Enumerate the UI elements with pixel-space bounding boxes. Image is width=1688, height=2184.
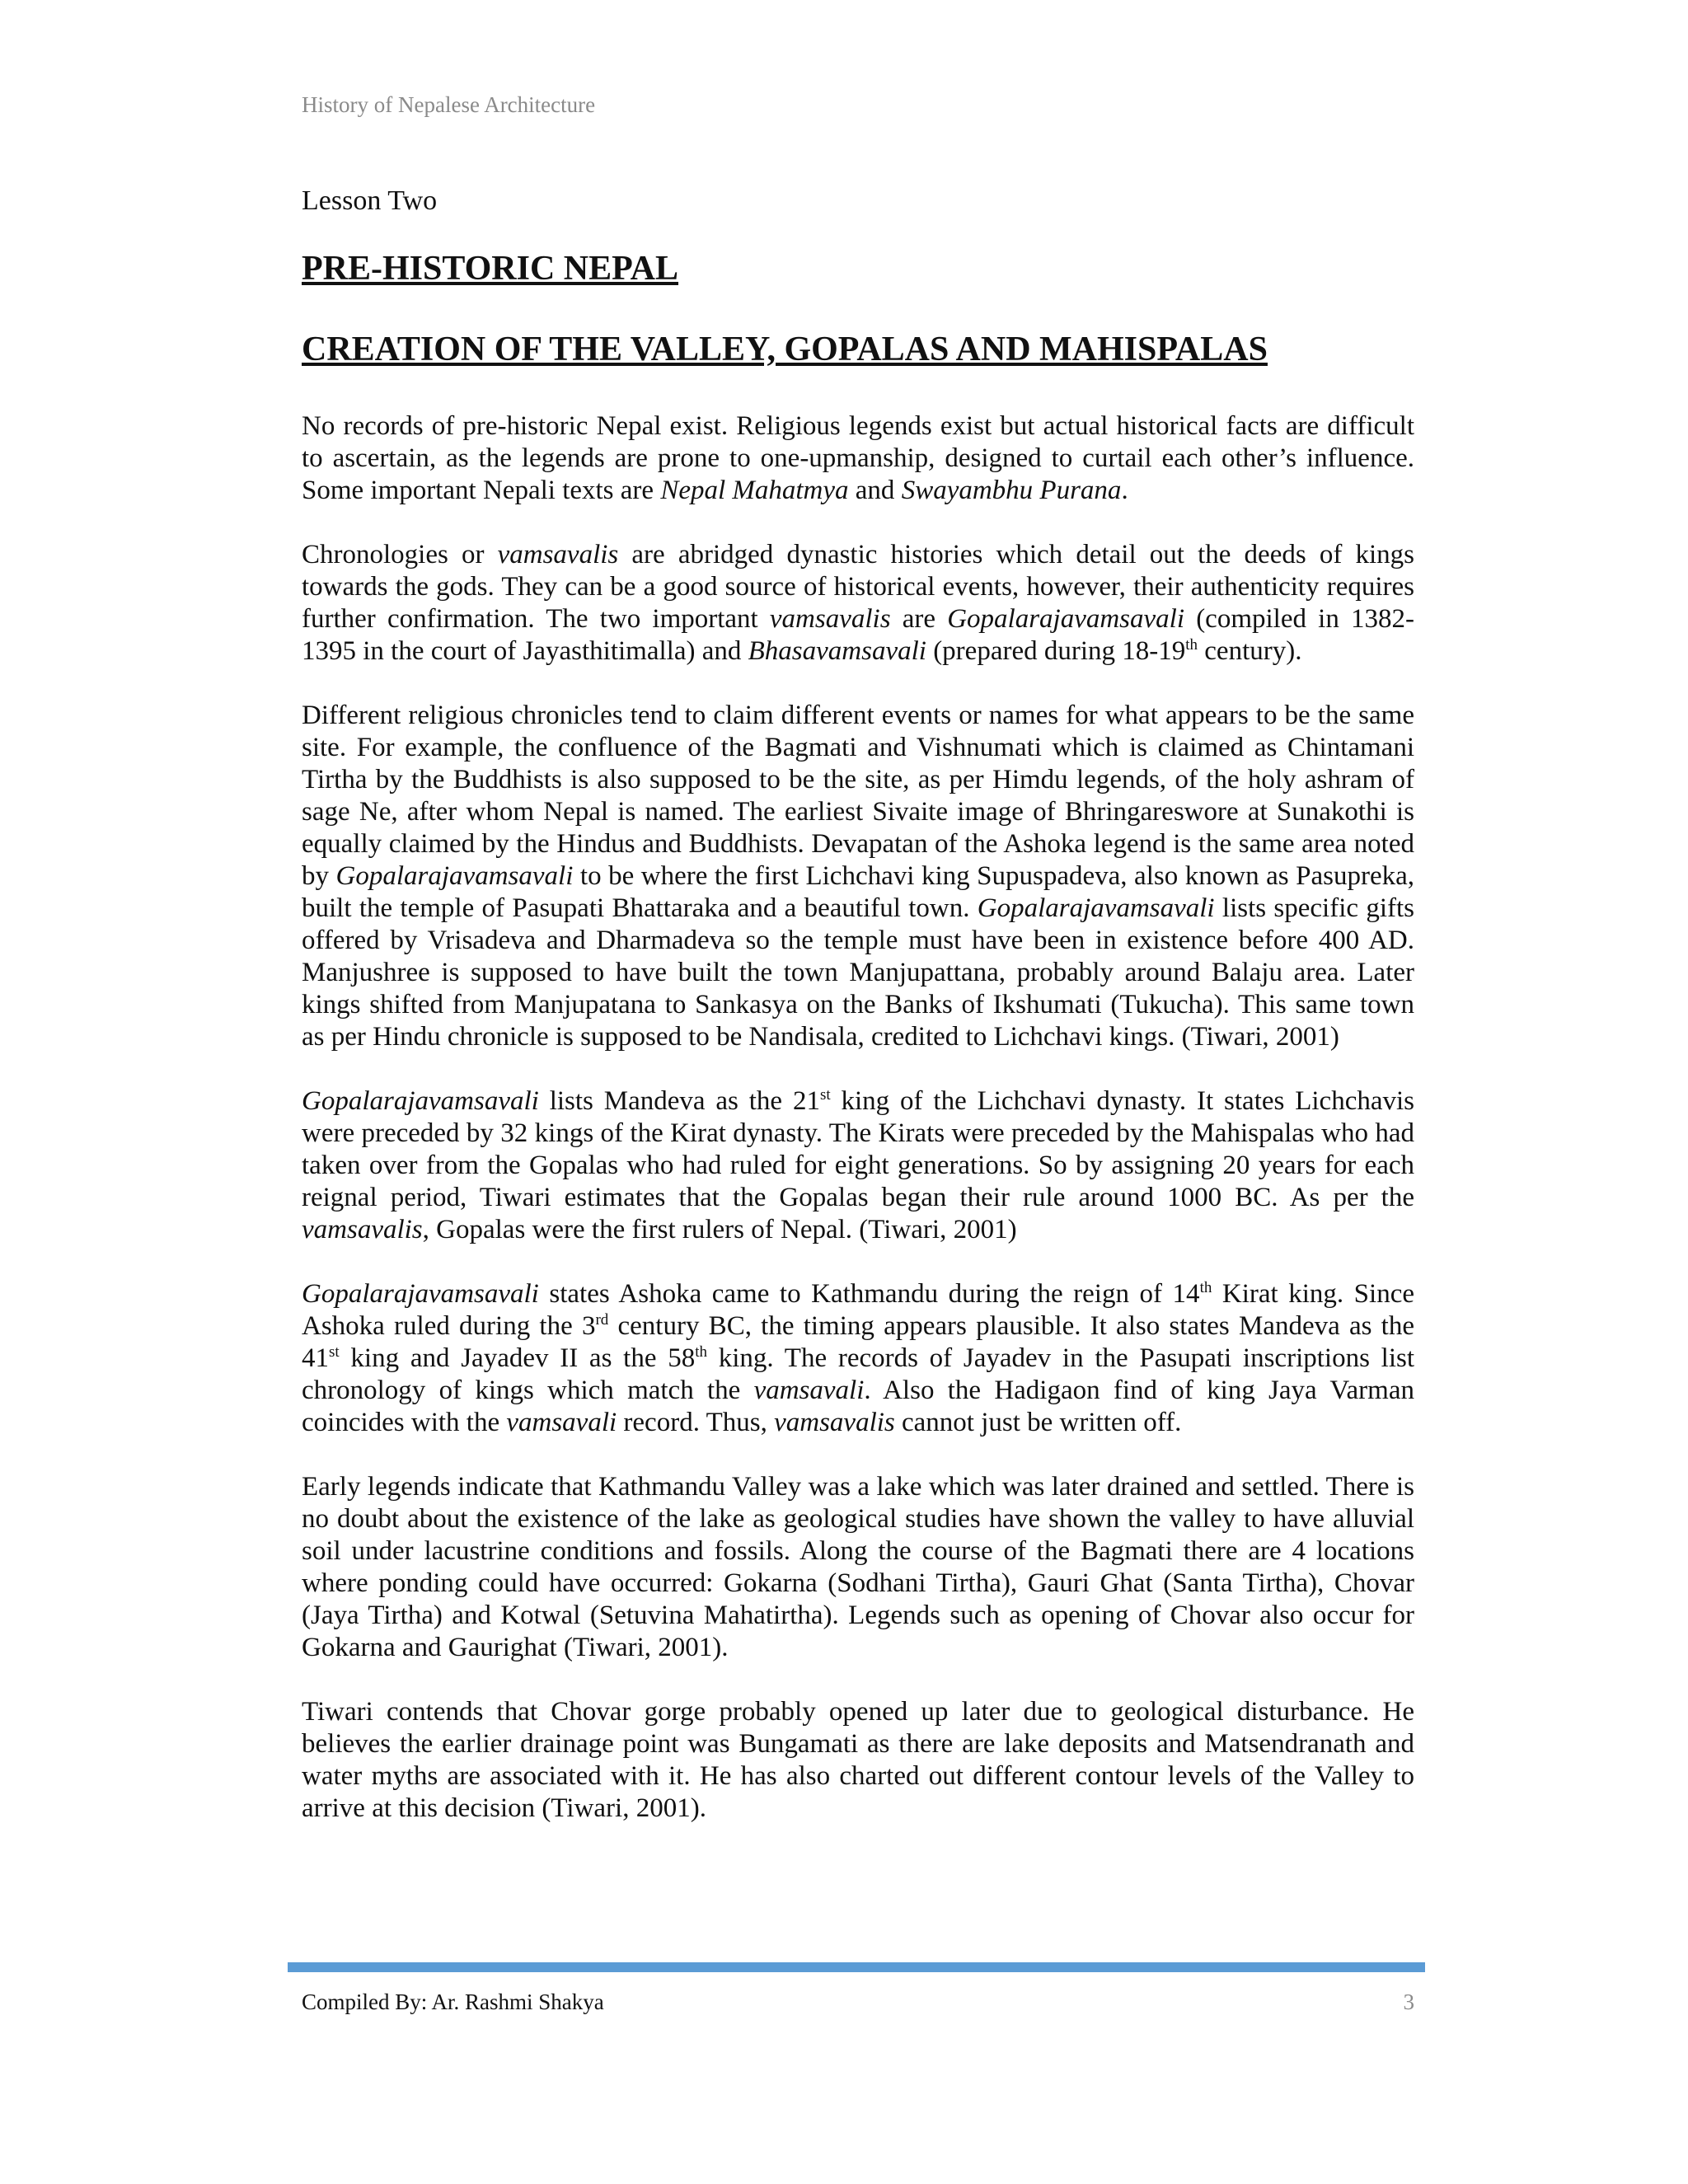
paragraph-7: Tiwari contends that Chovar gorge probably opened up later due to geological disturbance. He believes the earlier drainage point was Bungamati as there are lake deposits and Matsendranath and water myths are associated with it. He has also charted out different contour levels of the Valley to arrive at this decision (Tiwari, 2001). [302, 1696, 1414, 1823]
paragraph-6: Early legends indicate that Kathmandu Valley was a lake which was later drained and settled. There is no doubt about the existence of the lake as geological studies have shown the valley to have alluvial soil under lacustrine conditions and fossils. Along the course of the Bagmati there are 4 locations where ponding could have occurred: Gokarna (Sodhani Tirtha), Gauri Ghat (Santa Tirtha), Chovar (Jaya Tirtha) and Kotwal (Setuvina Mahatirtha). Legends such as opening of Chovar also occur for Gokarna and Gaurighat (Tiwari, 2001). [302, 1471, 1414, 1662]
lesson-label: Lesson Two [302, 185, 438, 216]
running-header: History of Nepalese Architecture [302, 92, 596, 117]
subtitle: CREATION OF THE VALLEY, GOPALAS AND MAHISPALAS [302, 330, 1268, 369]
footer-compiled-by: Compiled By: Ar. Rashmi Shakya [302, 1990, 604, 2014]
paragraph-1: No records of pre-historic Nepal exist. Religious legends exist but actual historical facts are difficult to ascertain, as the legends are prone to one-upmanship, designed to curtail each other’s influence. Some important Nepali texts are Nepal Mahatmya and Swayambhu Purana. [302, 410, 1414, 505]
footer-divider [288, 1962, 1425, 1972]
paragraph-3: Different religious chronicles tend to claim different events or names for what appears to be the same site. For example, the confluence of the Bagmati and Vishnumati which is claimed as Chintamani Tirtha by the Buddhists is also supposed to be the site, as per Himdu legends, of the holy ashram of sage Ne, after whom Nepal is named. The earliest Sivaite image of Bhringareswore at Sunakothi is equally claimed by the Hindus and Buddhists. Devapatan of the Ashoka legend is the same area noted by Gopalarajavamsavali to be where the first Lichchavi king Supuspadeva, also known as Pasupreka, built the temple of Pasupati Bhattaraka and a beautiful town. Gopalarajavamsavali lists specific gifts offered by Vrisadeva and Dharmadeva so the temple must have been in existence before 400 AD. Manjushree is supposed to have built the town Manjupattana, probably around Balaju area. Later kings shifted from Manjupatana to Sankasya on the Banks of Ikshumati (Tukucha). This same town as per Hindu chronicle is supposed to be Nandisala, credited to Lichchavi kings. (Tiwari, 2001) [302, 700, 1415, 1052]
paragraph-5: Gopalarajavamsavali states Ashoka came to Kathmandu during the reign of 14th Kirat king. Since Ashoka ruled during the 3rd century BC, the timing appears plausible. It also states Mandeva as the 41st king and Jayadev II as the 58th king. The records of Jayadev in the Pasupati inscriptions list chronology of kings which match the vamsavali. Also the Hadigaon find of king Jaya Varman coincides with the vamsavali record. Thus, vamsavalis cannot just be written off. [302, 1278, 1415, 1437]
page-number: 3 [1403, 1990, 1414, 2014]
main-title: PRE-HISTORIC NEPAL [302, 249, 679, 288]
paragraph-4: Gopalarajavamsavali lists Mandeva as the 21st king of the Lichchavi dynasty. It states Lichchavis were preceded by 32 kings of the Kirat dynasty. The Kirats were preceded by the Mahispalas who had taken over from the Gopalas who had ruled for eight generations. So by assigning 20 years for each reignal period, Tiwari estimates that the Gopalas began their rule around 1000 BC. As per the vamsavalis, Gopalas were the first rulers of Nepal. (Tiwari, 2001) [302, 1085, 1414, 1244]
page-content [302, 185, 1414, 1857]
paragraph-2: Chronologies or vamsavalis are abridged dynastic histories which detail out the deeds of kings towards the gods. They can be a good source of historical events, however, their authenticity requires further confirmation. The two important vamsavalis are Gopalarajavamsavali (compiled in 1382-1395 in the court of Jayasthitimalla) and Bhasavamsavali (prepared during 18-19th century). [302, 539, 1414, 666]
